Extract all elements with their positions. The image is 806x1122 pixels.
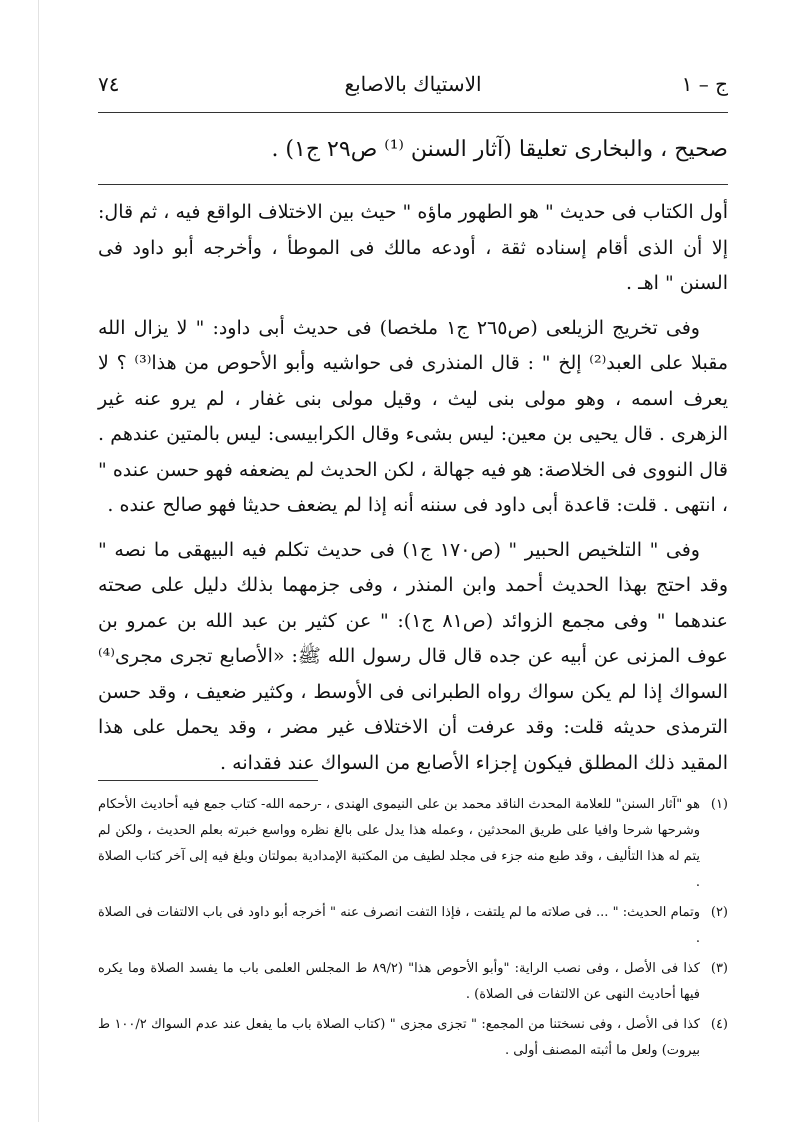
main-text	[98, 195, 728, 781]
footnote	[98, 792, 728, 896]
header-rule	[98, 112, 728, 113]
paragraph: وفى " التلخيص الحبير " (ص١٧٠ ج١) فى حديث تكلم فيه البيهقى ما نصه " وقد احتج بهذا الحديث أحمد وابن المنذر ، وفى جزمهما بذلك دليل على صحته عندهما " وفى مجمع الزوائد (ص٨١ ج١): " عن كثير بن عبد الله بن عمرو بن عوف المزنى عن أبيه عن جده قال قال رسول الله ﷺ: «الأصابع تجرى مجرى⁽⁴⁾ السواك إذا لم يكن سواك رواه الطبرانى فى الأوسط ، وكثير ضعيف ، وقد حسن الترمذى حديثه قلت: وقد عرفت أن الاختلاف غير مضر ، وقد يحمل على هذا المقيد ذلك المطلق فيكون إجزاء الأصابع من السواك عند فقدانه .	[98, 538, 728, 774]
footnote-number: (١)	[710, 797, 728, 812]
continuation-line: صحيح ، والبخارى تعليقا (آثار السنن ⁽¹⁾ ص٢٩ ج١) .	[271, 137, 728, 162]
footnote-number: (٢)	[710, 905, 728, 920]
footnote	[98, 900, 728, 952]
footnotes	[98, 792, 728, 1068]
footnote-rule	[98, 780, 318, 781]
section-rule	[98, 184, 728, 185]
footnote	[98, 956, 728, 1008]
footnote-text: كذا فى الأصل ، وفى نصب الراية: "وأبو الأحوص هذا" (٨٩/٢ ط المجلس العلمى باب ما يفسد الصلاة وما يكره فيها أحاديث النهى عن الالتفات فى الصلاة) .	[98, 961, 700, 1002]
footnote-number: (٣)	[710, 961, 728, 976]
page-number: ٧٤	[98, 72, 120, 96]
paragraph: أول الكتاب فى حديث " هو الطهور ماؤه " حيث بين الاختلاف الواقع فيه ، ثم قال: إلا أن الذى أقام إسناده ثقة ، أودعه مالك فى الموطأ ، وأخرجه أبو داود فى السنن " اهـ .	[98, 201, 728, 294]
footnote-text: هو "آثار السنن" للعلامة المحدث الناقد محمد بن على النيموى الهندى ، -رحمه الله- كتاب جمع فيه أحاديث الأحكام وشرحها شرحا وافيا على طريق المحدثين ، وعمله هذا يدل على بالغ نظره وواسع خبرته بعلم الحديث ، ولكن لم يتم له هذا التأليف ، وقد طبع منه جزء فى مجلد لطيف من المكتبة الإمدادية بمولتان وبلغ فيه إلى آخر كتاب الصلاة .	[98, 797, 700, 890]
document-page	[98, 0, 728, 1122]
footnote-text: كذا فى الأصل ، وفى نسختنا من المجمع: " تجزى مجزى " (كتاب الصلاة باب ما يفعل عند عدم السواك ١٠٠/٢ ط بيروت) ولعل ما أثبته المصنف أولى .	[98, 1017, 701, 1058]
volume-label: ج – ١	[681, 72, 728, 96]
paragraph: وفى تخريج الزيلعى (ص٢٦٥ ج١ ملخصا) فى حديث أبى داود: " لا يزال الله مقبلا على العبد⁽²⁾ إلخ " : قال المنذرى فى حواشيه وأبو الأحوص من هذا⁽³⁾ ؟ لا يعرف اسمه ، وهو مولى بنى ليث ، وقيل مولى بنى غفار ، لم يرو عنه غير الزهرى . قال يحيى بن معين: ليس بشىء وقال الكرابيسى: ليس بالمتين عندهم . قال النووى فى الخلاصة: هو فيه جهالة ، لكن الحديث لم يضعفه فهو حسن عنده " ، انتهى . قلت: قاعدة أبى داود فى سننه أنه إذا لم يضعف حديثا فهو صالح عنده .	[98, 316, 729, 516]
footnote-number: (٤)	[710, 1017, 728, 1032]
footnote-text: وتمام الحديث: " ... فى صلاته ما لم يلتفت ، فإذا التفت انصرف عنه " أخرجه أبو داود فى باب الالتفات فى الصلاة .	[98, 905, 700, 946]
running-header	[98, 72, 728, 108]
running-title: الاستياك بالاصابع	[344, 72, 482, 96]
footnote	[98, 1012, 728, 1064]
scan-edge-line	[38, 0, 39, 1122]
